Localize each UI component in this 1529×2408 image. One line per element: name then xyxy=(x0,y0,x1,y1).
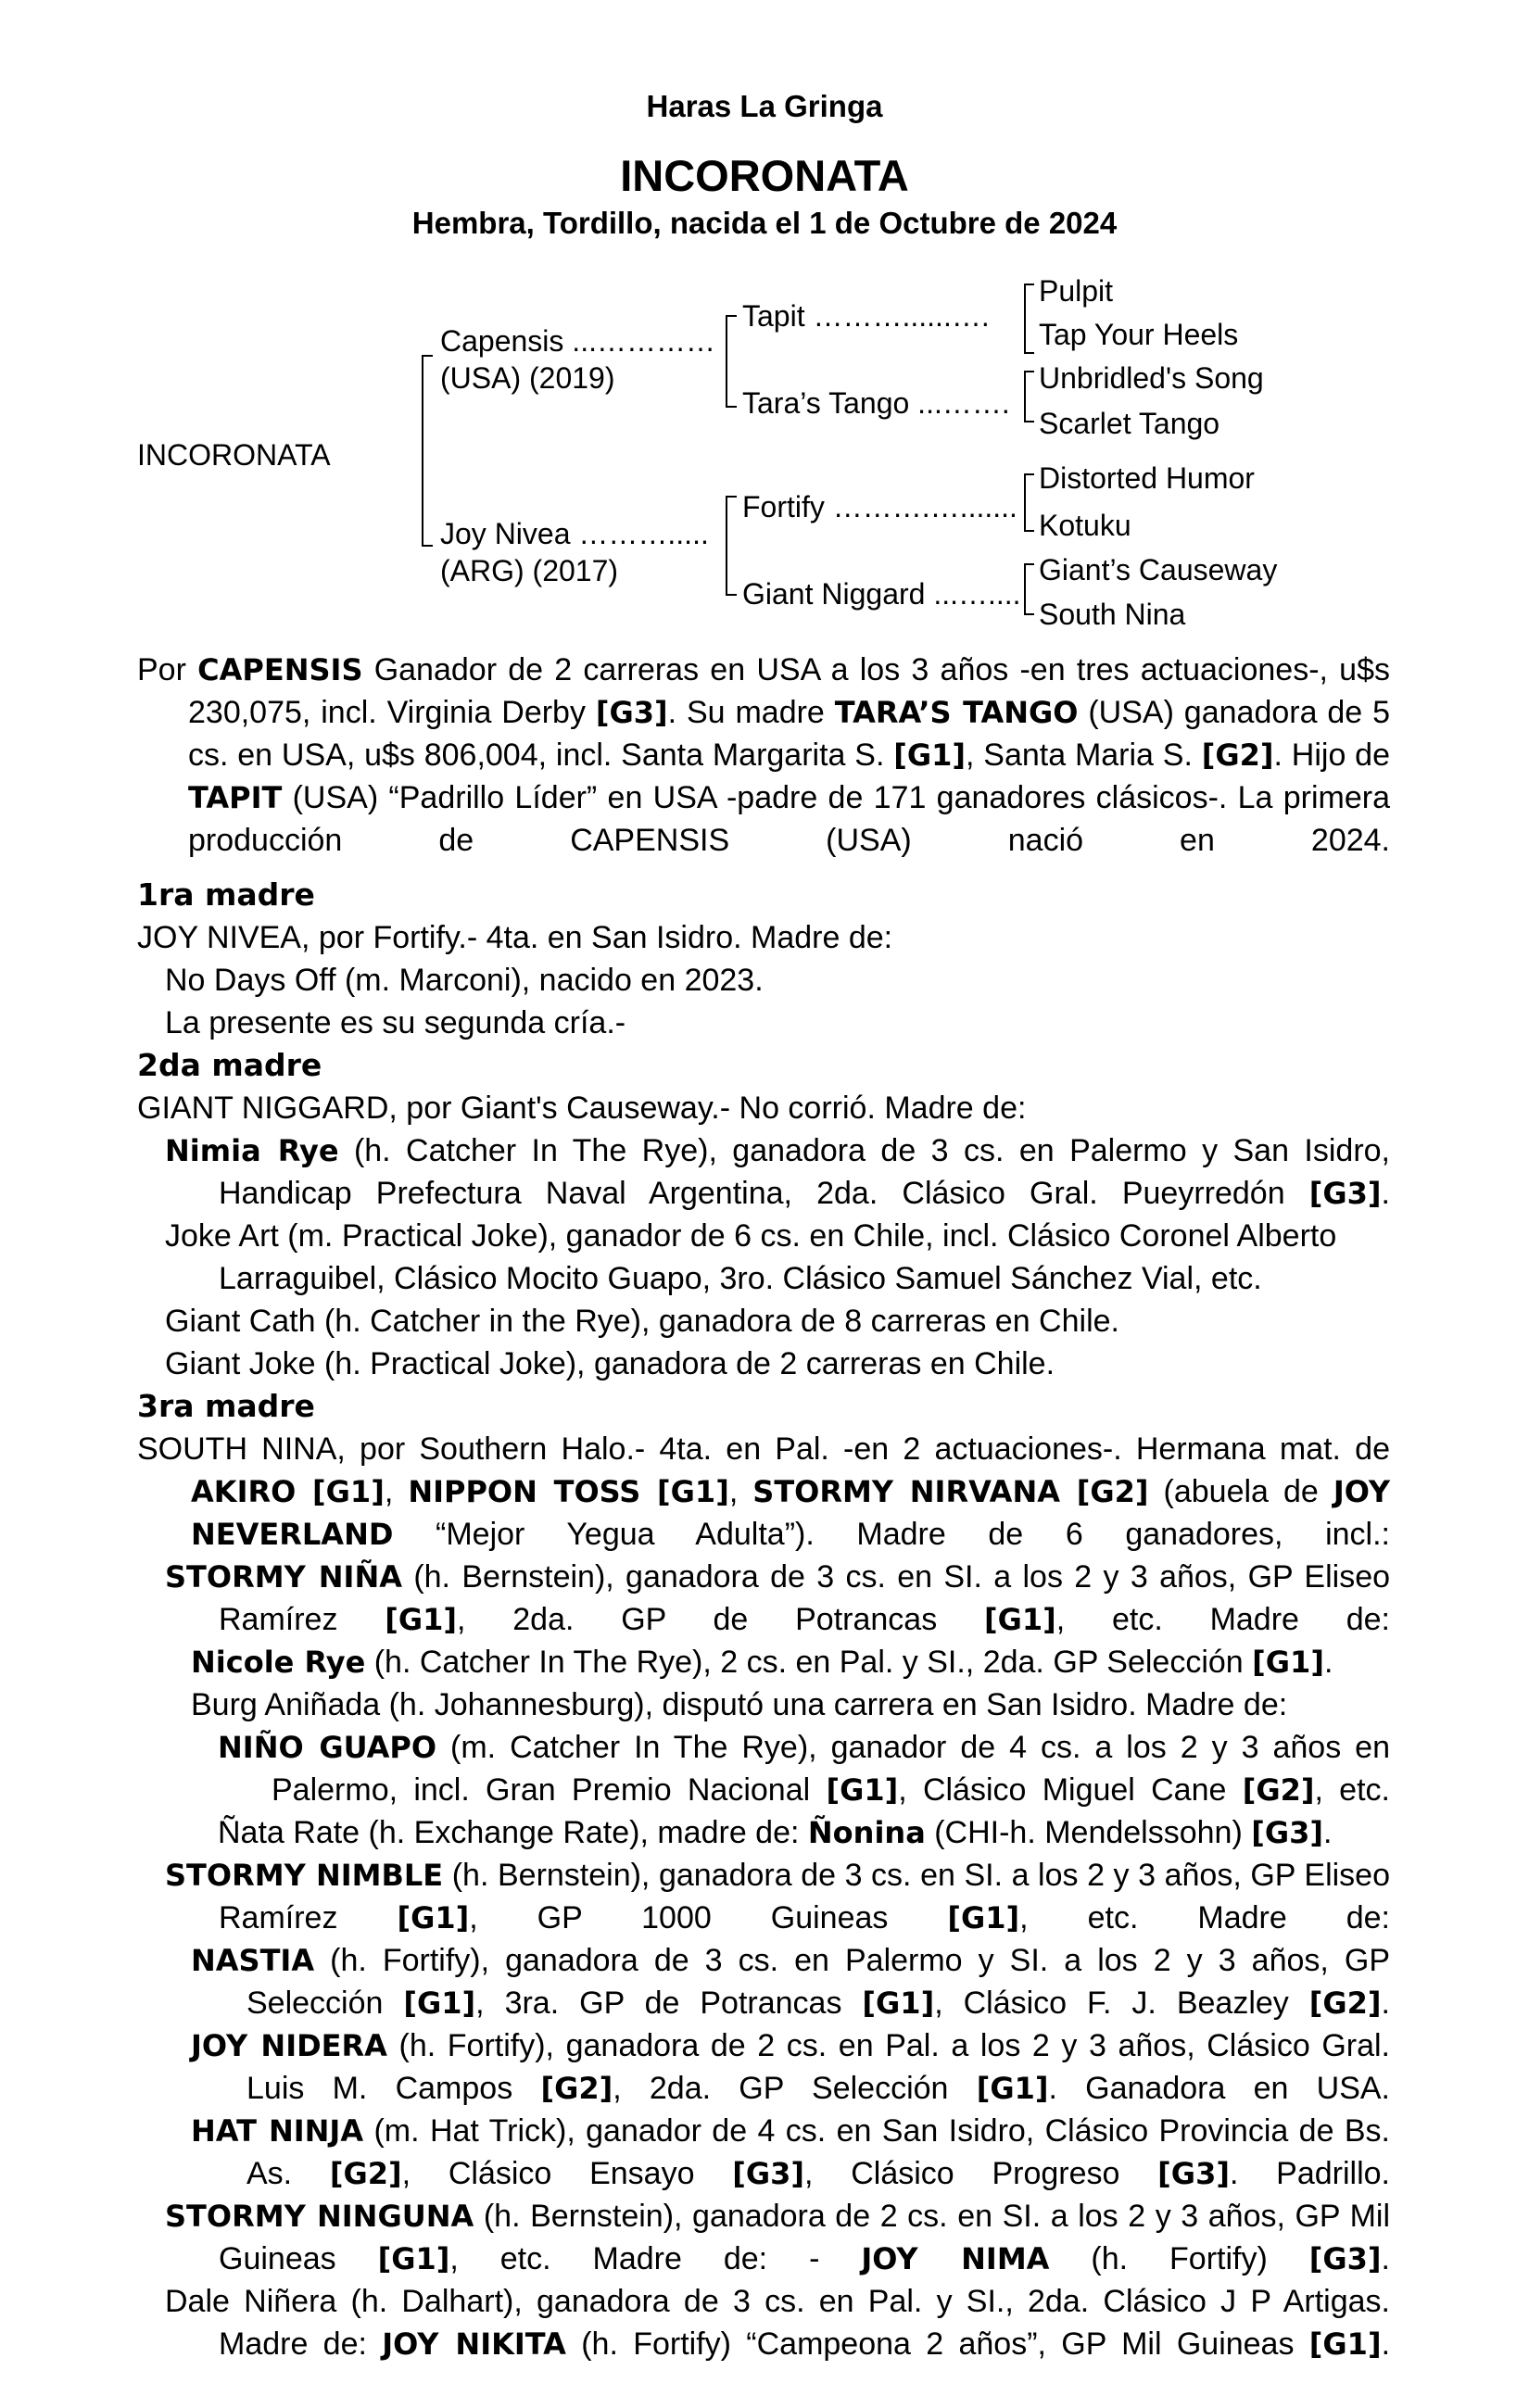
section-1ra-madre: 1ra madre JOY NIVEA, por Fortify.- 4ta. en San Isidro. Madre de: No Days Off (m. Marconi), nacido en 2023. La presente es su segunda cría.- 2da madre GIANT NIGGARD, por Giant's Causeway.- No corrió. Madre de: Nimia Rye (h. Catcher In The Rye), ganadora de 3 cs. en Palermo y San Isidro, Handicap Prefectura Naval Argentina, 2da. Clásico Gral. Pueyrredón [G3]. Joke Art (m. Practical Joke), ganador de 6 cs. en Chile, incl. Clásico Coronel Alberto Larraguibel, Clásico Mocito Guapo, 3ro. Clásico Samuel Sánchez Vial, etc. Giant Cath (h. Catcher in the Rye), ganadora de 8 carreras en Chile. Giant Joke (h. Practical Joke), ganadora de 2 carreras en Chile. 3ra madre SOUTH NINA, por Southern Halo.- 4ta. en Pal. -en 2 actuaciones-. Hermana mat. de AKIRO [G1], NIPPON TOSS [G1], STORMY NIRVANA [G2] (abuela de JOY NEVERLAND “Mejor Yegua Adulta”). Madre de 6 ganadores, incl.: STORMY NIÑA (h. Bernstein), ganadora de 3 cs. en SI. a los 2 y 3 años, GP Eliseo Ramírez [G1], 2da. GP de Potrancas [G1], etc. Madre de: Nicole Rye (h. Catcher In The Rye), 2 cs. en Pal. y SI., 2da. GP Selección [G1]. Burg Aniñada (h. Johannesburg), disputó una carrera en San Isidro. Madre de: NIÑO GUAPO (m. Catcher In The Rye), ganador de 4 cs. a los 2 y 3 años en Palermo, incl. Gran Premio Nacional [G1], Clásico Miguel Cane [G2], etc. Ñata Rate (h. Exchange Rate), madre de: Ñonina (CHI-h. Mendelssohn) [G3]. STORMY NIMBLE (h. Bernstein), ganadora de 3 cs. en SI. a los 2 y 3 años, GP Eliseo Ramírez [G1], GP 1000 Guineas [G1], etc. Madre de: NASTIA (h. Fortify), ganadora de 3 cs. en Palermo y SI. a los 2 y 3 años, GP Selección [G1], 3ra. GP de Potrancas [G1], Clásico F. J. Beazley [G2]. JOY NIDERA (h. Fortify), ganadora de 2 cs. en Pal. a los 2 y 3 años, Clásico Gral. Luis M. Campos [G2], 2da. GP Selección [G1]. Ganadora en USA. HAT NINJA (m. Hat Trick), ganador de 4 cs. en San Isidro, Clásico Provincia de Bs. As. [G2], Clásico Ensayo [G3], Clásico Progreso [G3]. Padrillo. STORMY NINGUNA (h. Bernstein), ganadora de 2 cs. en SI. a los 2 y 3 años, GP Mil Guineas [G1], etc. Madre de: - JOY NIMA (h. Fortify) [G3]. Dale Niñera (h. Dalhart), ganadora de 3 cs. en Pal. y SI., 2da. Clásico J P Artigas. Madre de: JOY NIKITA (h. Fortify) “Campeona 2 años”, GP Mil Guineas [G1]. xyxy=(137,874,1390,2365)
pedigree-sire-sire: Tapit ………......…. xyxy=(742,299,990,333)
pedigree-sire: Capensis ...………… xyxy=(440,324,715,358)
list-item: Joke Art (m. Practical Joke), ganador de 6 cs. en Chile, incl. Clásico Coronel Alberto Larraguibel, Clásico Mocito Guapo, 3ro. Clásico Samuel Sánchez Vial, etc. xyxy=(165,1218,1337,1296)
list-item: NIÑO GUAPO (m. Catcher In The Rye), ganador de 4 cs. a los 2 y 3 años en Palermo, incl. Gran Premio Nacional [G1], Clásico Miguel Cane [G2], etc. xyxy=(218,1730,1391,1808)
list-item: Ñata Rate (h. Exchange Rate), madre de: Ñonina (CHI-h. Mendelssohn) [G3]. xyxy=(218,1815,1333,1850)
bracket-gen3-2 xyxy=(1024,371,1026,422)
list-item: Nicole Rye (h. Catcher In The Rye), 2 cs. en Pal. y SI., 2da. GP Selección [G1]. xyxy=(191,1645,1333,1680)
section-title: 1ra madre xyxy=(137,876,315,913)
pedigree-ddd: South Nina xyxy=(1039,598,1186,631)
bracket-gen3-4 xyxy=(1024,563,1026,615)
list-item: Giant Joke (h. Practical Joke), ganadora de 2 carreras en Chile. xyxy=(165,1346,1055,1381)
section-title: 2da madre xyxy=(137,1047,322,1083)
list-item: STORMY NINGUNA (h. Bernstein), ganadora de 2 cs. en SI. a los 2 y 3 años, GP Mil Guineas [G1], etc. Madre de: - JOY NIMA (h. Fortify) [G3]. xyxy=(165,2199,1390,2276)
pedigree-dsd: Kotuku xyxy=(1039,509,1131,542)
pedigree-sdd: Scarlet Tango xyxy=(1039,407,1220,440)
pedigree-dss: Distorted Humor xyxy=(1039,461,1255,495)
list-item: NASTIA (h. Fortify), ganadora de 3 cs. en Palermo y SI. a los 2 y 3 años, GP Selección [G1], 3ra. GP de Potrancas [G1], Clásico F. J. Beazley [G2]. xyxy=(191,1943,1390,2021)
pedigree-sss: Pulpit xyxy=(1039,274,1114,308)
bracket-gen2-top xyxy=(726,315,727,408)
list-item: STORMY NIMBLE (h. Bernstein), ganadora de 3 cs. en SI. a los 2 y 3 años, GP Eliseo Ramírez [G1], GP 1000 Guineas [G1], etc. Madre de: xyxy=(165,1858,1391,1935)
list-item: Burg Aniñada (h. Johannesburg), disputó una carrera en San Isidro. Madre de: xyxy=(191,1687,1288,1722)
list-item: Giant Cath (h. Catcher in the Rye), ganadora de 8 carreras en Chile. xyxy=(165,1304,1119,1339)
pedigree-subject: INCORONATA xyxy=(137,438,331,472)
list-item: JOY NIDERA (h. Fortify), ganadora de 2 cs. en Pal. a los 2 y 3 años, Clásico Gral. Luis M. Campos [G2], 2da. GP Selección [G1]. Ganadora en USA. xyxy=(191,2028,1390,2106)
bracket-gen3-3 xyxy=(1024,473,1026,532)
horse-name-title: INCORONATA xyxy=(620,151,909,200)
list-item: Nimia Rye (h. Catcher In The Rye), ganadora de 3 cs. en Palermo y San Isidro, Handicap Prefectura Naval Argentina, 2da. Clásico Gral. Pueyrredón [G3]. xyxy=(165,1133,1390,1211)
bracket-gen3-1 xyxy=(1024,284,1026,354)
pedigree-dam-sire: Fortify ……….…....... xyxy=(742,490,1017,523)
bracket-gen1 xyxy=(422,355,423,547)
pedigree-sire-origin: (USA) (2019) xyxy=(440,361,615,395)
pedigree-dam-dam: Giant Niggard ...….... xyxy=(742,577,1021,611)
pedigree-sire-dam: Tara’s Tango ...……. xyxy=(742,386,1010,420)
pedigree-dam-origin: (ARG) (2017) xyxy=(440,554,619,587)
pedigree-sds: Unbridled's Song xyxy=(1039,361,1264,395)
section-title: 3ra madre xyxy=(137,1388,315,1424)
list-item: Dale Niñera (h. Dalhart), ganadora de 3 cs. en Pal. y SI., 2da. Clásico J P Artigas. Madre de: JOY NIKITA (h. Fortify) “Campeona 2 años”, GP Mil Guineas [G1]. xyxy=(165,2284,1391,2362)
pedigree-dds: Giant’s Causeway xyxy=(1039,553,1278,586)
list-item: STORMY NIÑA (h. Bernstein), ganadora de 3 cs. en SI. a los 2 y 3 años, GP Eliseo Ramírez [G1], 2da. GP de Potrancas [G1], etc. Madre de: xyxy=(165,1559,1391,1637)
farm-name: Haras La Gringa xyxy=(646,89,883,123)
horse-description: Hembra, Tordillo, nacida el 1 de Octubre de 2024 xyxy=(411,206,1118,240)
sire-summary: Por CAPENSIS Ganador de 2 carreras en USA a los 3 años -en tres actuaciones-, u$s 230,075, incl. Virginia Derby [G3]. Su madre TARA’S TANGO (USA) ganadora de 5 cs. en USA, u$s 806,004, incl. Santa Margarita S. [G1], Santa Maria S. [G2]. Hijo de TAPIT (USA) “Padrillo Líder” en USA -padre de 171 ganadores clásicos-. La primera producción de CAPENSIS (USA) nació en 2024. xyxy=(137,652,1391,858)
list-item: HAT NINJA (m. Hat Trick), ganador de 4 cs. en San Isidro, Clásico Provincia de Bs. As. [G2], Clásico Ensayo [G3], Clásico Progreso [G3]. Padrillo. xyxy=(191,2113,1390,2191)
pedigree-ssd: Tap Your Heels xyxy=(1039,318,1239,351)
bracket-gen2-bottom xyxy=(726,496,727,596)
pedigree-dam: Joy Nivea ………..... xyxy=(440,517,709,550)
